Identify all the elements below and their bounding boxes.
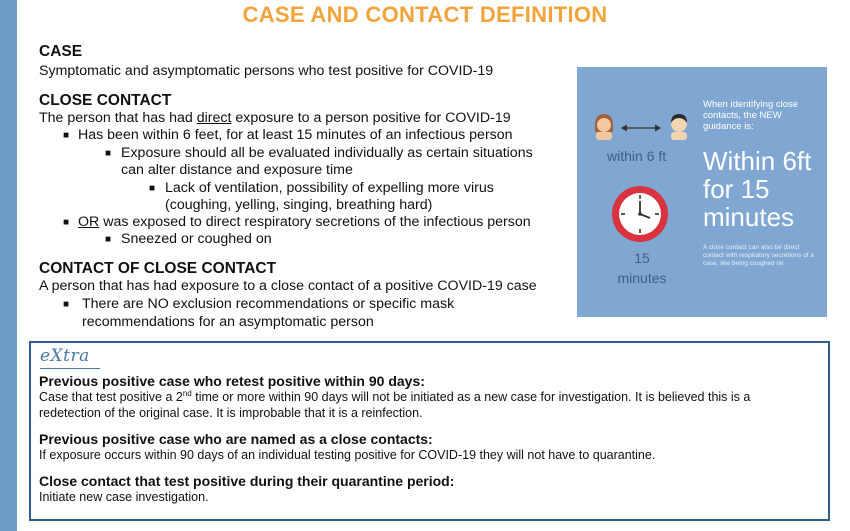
extra-s3-heading: Close contact that test positive during their quarantine period: (39, 473, 455, 489)
extra-s1-line1 (39, 390, 750, 405)
extra-s1-line2: redetection of the original case. It is improbable that it is a reinfection. (39, 406, 423, 420)
guidance-infographic (577, 67, 827, 317)
bullet-2-text: was exposed to direct respiratory secretions of the infectious person (99, 214, 531, 230)
extra-label-underline (40, 368, 100, 369)
case-heading: CASE (39, 43, 83, 60)
time-unit: minutes (617, 270, 667, 286)
close-contact-heading: CLOSE CONTACT (39, 92, 172, 109)
s1-text-a: Case that test positive a 2 (39, 390, 183, 404)
clock-icon (611, 185, 669, 243)
bullet-marker: ■ (149, 183, 156, 194)
s1-superscript: nd (182, 388, 192, 398)
or-underlined: OR (78, 214, 100, 230)
bullet-marker: ■ (63, 299, 70, 310)
contact-of-close-contact-bullet-line1: There are NO exclusion recommendations or specific mask (82, 296, 455, 312)
close-contact-subsub-line2: (coughing, yelling, singing, breathing hard) (165, 197, 433, 213)
intro-underlined: direct (196, 110, 232, 126)
contact-of-close-contact-text: A person that has had exposure to a close contact of a positive COVID-19 case (39, 278, 537, 294)
close-contact-bullet-1: Has been within 6 feet, for at least 15 minutes of an infectious person (78, 127, 513, 143)
guidance-intro: When identifying close contacts, the NEW guidance is: (703, 99, 799, 132)
bullet-marker: ■ (105, 234, 112, 245)
intro-text: The person that has had (39, 110, 197, 126)
guidance-headline: Within 6ft for 15 minutes (703, 146, 812, 232)
left-accent-bar (0, 0, 17, 531)
case-text: Symptomatic and asymptomatic persons who test positive for COVID-19 (39, 63, 494, 79)
extra-label: eXtra (40, 346, 90, 366)
close-contact-bullet-2 (78, 214, 531, 231)
page-title: CASE AND CONTACT DEFINITION (242, 2, 608, 27)
close-contact-sub-bullet-line2: can alter distance and exposure time (121, 162, 353, 178)
close-contact-intro (39, 110, 511, 127)
bullet-marker: ■ (63, 130, 70, 141)
s1-text-b: time or more within 90 days will not be initiated as a new case for investigation. It is believed this is a (191, 390, 751, 404)
bullet-marker: ■ (105, 148, 112, 159)
guidance-note: A close contact can also be direct contact with respiratory secretions of a case, like being coughed on (703, 244, 814, 267)
close-contact-bullet-2-sub: Sneezed or coughed on (121, 231, 272, 247)
intro-text-end: exposure to a person positive for COVID-19 (231, 110, 511, 126)
bullet-marker: ■ (63, 217, 70, 228)
time-number: 15 (634, 250, 650, 266)
person-male-icon (667, 112, 691, 142)
time-label (607, 248, 677, 288)
extra-s1-heading: Previous positive case who retest positive within 90 days: (39, 373, 425, 389)
extra-s2-text: If exposure occurs within 90 days of an individual testing positive for COVID-19 they will not have to quarantine. (39, 448, 656, 462)
extra-s2-heading: Previous positive case who are named as a close contacts: (39, 431, 433, 447)
contact-of-close-contact-heading: CONTACT OF CLOSE CONTACT (39, 260, 277, 277)
contact-of-close-contact-bullet-line2: recommendations for an asymptomatic person (82, 314, 374, 330)
distance-label: within 6 ft (607, 148, 667, 164)
close-contact-subsub-line1: Lack of ventilation, possibility of expelling more virus (165, 180, 494, 196)
extra-s3-text: Initiate new case investigation. (39, 490, 209, 504)
close-contact-sub-bullet-line1: Exposure should all be evaluated individually as certain situations (121, 145, 533, 161)
double-arrow-icon (621, 123, 661, 133)
